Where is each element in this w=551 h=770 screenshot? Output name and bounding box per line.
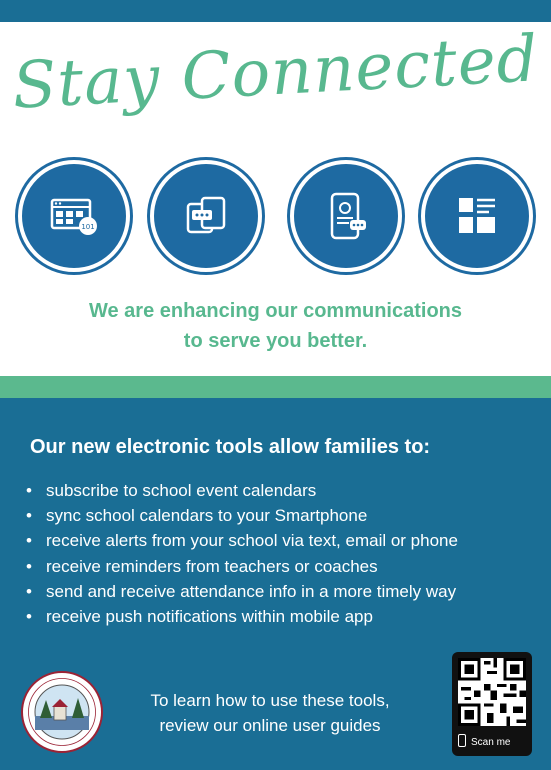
learn-line-1: To learn how to use these tools,	[150, 691, 390, 710]
learn-more-text	[120, 688, 420, 738]
qr-code-card[interactable]	[452, 652, 532, 756]
scan-me-label: Scan me	[458, 734, 510, 748]
list-item: • subscribe to school event calendars	[26, 481, 317, 500]
list-item: • receive alerts from your school via text, email or phone	[26, 531, 458, 551]
mobile-profile-icon	[290, 160, 402, 272]
tagline	[0, 296, 551, 356]
qr-code[interactable]	[458, 658, 526, 726]
learn-line-2: review our online user guides	[159, 716, 381, 735]
list-item: • receive reminders from teachers or coaches	[26, 556, 378, 576]
phone-icon	[458, 734, 466, 747]
list-item: • sync school calendars to your Smartphone	[26, 506, 368, 526]
green-divider-band	[0, 376, 551, 398]
list-item: • send and receive attendance info in a more timely way	[26, 581, 457, 601]
list-item: • receive push notifications within mobile app	[26, 607, 373, 627]
svg-text:101: 101	[81, 223, 95, 231]
tagline-line-2: to serve you better.	[183, 330, 368, 352]
chat-devices-icon	[150, 160, 262, 272]
school-board-logo	[20, 670, 104, 754]
dashboard-grid-icon	[421, 160, 533, 272]
feature-icons-row	[0, 160, 551, 272]
top-color-bar	[0, 0, 551, 22]
page-title: Stay Connected	[10, 22, 541, 124]
calendar-browser-icon	[18, 160, 130, 272]
tagline-line-1: We are enhancing our communications	[88, 300, 463, 322]
tools-heading: Our new electronic tools allow families to:	[30, 436, 431, 458]
tools-panel	[0, 398, 551, 770]
tools-list	[26, 478, 458, 629]
